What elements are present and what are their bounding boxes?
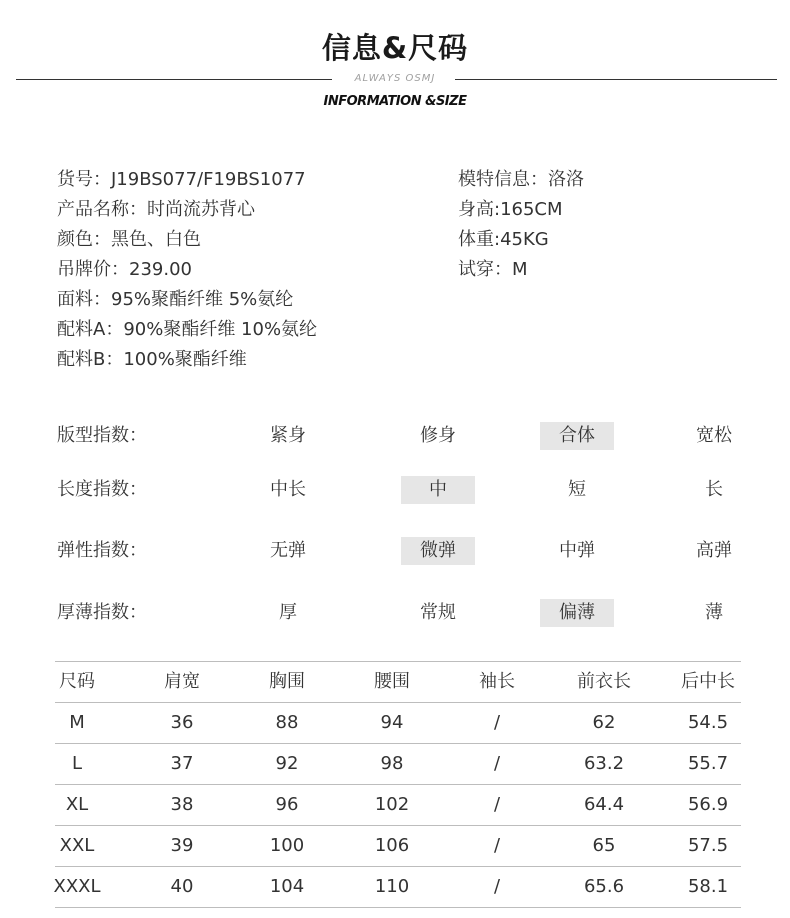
- page-title: 信息&尺码: [321, 31, 469, 65]
- table-cell: 40: [170, 876, 194, 897]
- brand-subtitle: ALWAYS OSMJ: [354, 73, 436, 84]
- table-cell: XXXL: [53, 876, 101, 897]
- table-cell: 36: [170, 712, 194, 733]
- table-cell: 65: [592, 835, 616, 856]
- index-option: 厚: [279, 602, 297, 623]
- index-option: 中长: [270, 479, 306, 500]
- table-row: [55, 825, 741, 866]
- info-item-code: 货号：J19BS077/F19BS1077: [57, 169, 306, 190]
- column-header: 尺码: [59, 671, 95, 692]
- table-cell: 100: [269, 835, 305, 856]
- table-cell: /: [493, 794, 501, 815]
- table-cell: 64.4: [583, 794, 625, 815]
- index-row-elasticity: [0, 537, 790, 565]
- index-option: 偏薄: [540, 599, 614, 627]
- table-cell: 56.9: [687, 794, 729, 815]
- table-cell: /: [493, 876, 501, 897]
- info-item-name: 产品名称：时尚流苏背心: [57, 199, 255, 220]
- table-row: [55, 743, 741, 784]
- index-option: 无弹: [270, 540, 306, 561]
- table-cell: L: [71, 753, 83, 774]
- table-cell: 88: [275, 712, 299, 733]
- table-cell: 94: [380, 712, 404, 733]
- index-option: 微弹: [401, 537, 475, 565]
- index-label: 版型指数：: [57, 425, 147, 446]
- table-cell: 104: [269, 876, 305, 897]
- table-row: [55, 866, 741, 908]
- column-header: 袖长: [479, 671, 515, 692]
- table-cell: 110: [374, 876, 410, 897]
- info-item-material-b: 配料B：100%聚酯纤维: [57, 349, 247, 370]
- table-row: [55, 784, 741, 825]
- table-cell: 54.5: [687, 712, 729, 733]
- index-option: 高弹: [696, 540, 732, 561]
- column-header: 腰围: [374, 671, 410, 692]
- table-cell: 39: [170, 835, 194, 856]
- table-cell: 63.2: [583, 753, 625, 774]
- size-table: [55, 661, 741, 908]
- table-cell: 55.7: [687, 753, 729, 774]
- table-cell: 96: [275, 794, 299, 815]
- index-option: 宽松: [696, 425, 732, 446]
- index-option: 紧身: [270, 425, 306, 446]
- model-size: 试穿：M: [458, 259, 528, 280]
- table-cell: /: [493, 712, 501, 733]
- table-cell: 92: [275, 753, 299, 774]
- info-item-material-a: 配料A：90%聚酯纤维 10%氨纶: [57, 319, 318, 340]
- column-header: 肩宽: [164, 671, 200, 692]
- column-header: 胸围: [269, 671, 305, 692]
- table-cell: 38: [170, 794, 194, 815]
- index-label: 厚薄指数：: [57, 602, 147, 623]
- index-option: 合体: [540, 422, 614, 450]
- info-item-fabric: 面料：95%聚酯纤维 5%氨纶: [57, 289, 294, 310]
- info-item-color: 颜色：黑色、白色: [57, 229, 201, 250]
- index-row-fit: [0, 422, 790, 450]
- index-option: 常规: [420, 602, 456, 623]
- column-header: 前衣长: [577, 671, 631, 692]
- index-row-length: [0, 476, 790, 504]
- index-label: 弹性指数：: [57, 540, 147, 561]
- model-weight: 体重:45KG: [458, 229, 549, 250]
- table-cell: 65.6: [583, 876, 625, 897]
- index-option: 长: [705, 479, 723, 500]
- index-row-thickness: [0, 599, 790, 627]
- model-name: 模特信息：洛洛: [458, 169, 584, 190]
- table-cell: 58.1: [687, 876, 729, 897]
- column-header: 后中长: [681, 671, 735, 692]
- model-info: [458, 165, 584, 285]
- index-option: 修身: [420, 425, 456, 446]
- info-item-price: 吊牌价：239.00: [57, 259, 192, 280]
- table-cell: 57.5: [687, 835, 729, 856]
- table-cell: /: [493, 835, 501, 856]
- table-header-row: [55, 661, 741, 702]
- table-cell: XL: [65, 794, 89, 815]
- table-cell: 98: [380, 753, 404, 774]
- index-label: 长度指数：: [57, 479, 147, 500]
- table-cell: /: [493, 753, 501, 774]
- table-row: [55, 702, 741, 743]
- table-cell: 62: [592, 712, 616, 733]
- product-info: [57, 165, 317, 375]
- model-height: 身高:165CM: [458, 199, 563, 220]
- index-option: 短: [568, 479, 586, 500]
- table-cell: 106: [374, 835, 410, 856]
- section-subtitle: INFORMATION &SIZE: [323, 94, 467, 109]
- index-option: 中弹: [559, 540, 595, 561]
- table-cell: M: [69, 712, 85, 733]
- table-cell: 37: [170, 753, 194, 774]
- table-cell: XXL: [59, 835, 95, 856]
- table-cell: 102: [374, 794, 410, 815]
- index-option: 薄: [705, 602, 723, 623]
- index-option: 中: [401, 476, 475, 504]
